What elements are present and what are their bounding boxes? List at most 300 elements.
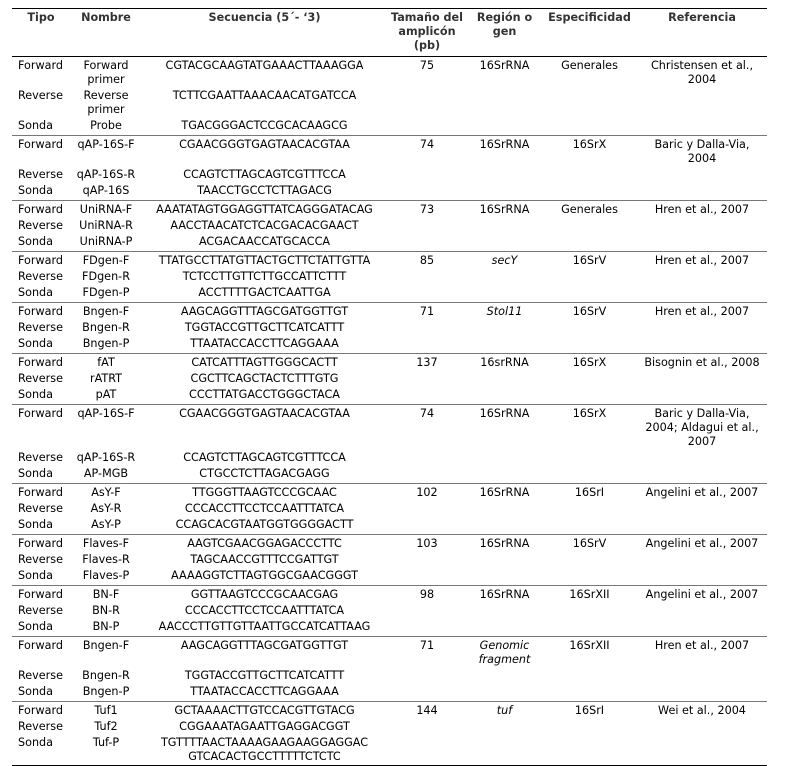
cell-nombre: fAT (97, 356, 115, 369)
table-row (12, 201, 767, 219)
primer-table-container (12, 8, 767, 766)
cell-referencia-empty (637, 269, 767, 285)
cell-tamano: 137 (416, 356, 438, 369)
cell-especificidad: 16SrX (572, 356, 607, 369)
cell-region-empty (467, 218, 542, 234)
cell-region-empty (467, 285, 542, 303)
cell-nombre: AsY-F (91, 486, 121, 499)
cell-secuencia: AACCCTTGTTGTTAATTGCCATCATTAAG (158, 620, 371, 633)
table-row (12, 405, 767, 451)
cell-referencia: Hren et al., 2007 (654, 305, 750, 318)
cell-tamano-empty (387, 552, 467, 568)
cell-tipo: Reverse (18, 720, 63, 733)
cell-tipo: Forward (18, 59, 63, 72)
cell-nombre: AP-MGB (83, 467, 129, 480)
cell-referencia-empty (637, 517, 767, 535)
cell-tamano-empty (387, 603, 467, 619)
cell-region: 16SrRNA (479, 203, 530, 216)
table-row (12, 303, 767, 321)
cell-secuencia: CCAGTCTTAGCAGTCGTTTCCA (183, 168, 346, 181)
cell-referencia-empty (637, 387, 767, 405)
cell-referencia: Bisognin et al., 2008 (644, 356, 760, 369)
table-row (12, 586, 767, 604)
cell-especificidad-empty (542, 603, 637, 619)
cell-nombre: Bngen-F (82, 639, 130, 652)
cell-especificidad-empty (542, 218, 637, 234)
cell-tipo: Forward (18, 138, 63, 151)
header-tamano: Tamaño del amplicón (pb) (391, 11, 463, 52)
cell-secuencia: TGGTACCGTTGCTTCATCATTT (184, 321, 345, 334)
cell-tipo: Sonda (18, 685, 53, 698)
cell-referencia: Angelini et al., 2007 (645, 588, 759, 601)
cell-nombre: qAP-16S (82, 184, 130, 197)
cell-nombre: Probe (90, 119, 122, 132)
cell-region-empty (467, 603, 542, 619)
cell-tipo: Reverse (18, 321, 63, 334)
cell-especificidad: 16SrX (572, 407, 607, 420)
cell-tamano: 85 (419, 254, 435, 267)
cell-tamano-empty (387, 684, 467, 702)
cell-nombre: FDgen-F (82, 254, 130, 267)
cell-tipo: Sonda (18, 620, 53, 633)
cell-secuencia: CCAGCACGTAATGGTGGGGACTT (175, 518, 354, 531)
cell-nombre: AsY-P (91, 518, 121, 531)
cell-referencia-empty (637, 466, 767, 484)
cell-referencia-empty (637, 336, 767, 354)
cell-region: secY (491, 254, 518, 267)
cell-secuencia: CCAGTCTTAGCAGTCGTTTCCA (183, 451, 346, 464)
cell-nombre: UniRNA-F (79, 203, 133, 216)
cell-tipo: Sonda (18, 518, 53, 531)
header-region: Región o gen (476, 11, 533, 38)
cell-nombre: Reverse primer (83, 89, 129, 116)
cell-especificidad-empty (542, 619, 637, 637)
cell-region: 16SrRNA (479, 537, 530, 550)
cell-referencia: Angelini et al., 2007 (645, 537, 759, 550)
cell-tamano-empty (387, 668, 467, 684)
cell-tamano: 102 (416, 486, 438, 499)
cell-especificidad: 16SrV (572, 305, 607, 318)
cell-tipo: Sonda (18, 119, 53, 132)
cell-especificidad-empty (542, 568, 637, 586)
cell-region-empty (467, 450, 542, 466)
cell-referencia-empty (637, 183, 767, 201)
cell-tamano-empty (387, 568, 467, 586)
cell-tipo: Forward (18, 639, 63, 652)
cell-nombre: Bngen-R (82, 669, 130, 682)
cell-referencia-empty (637, 568, 767, 586)
cell-tamano-empty (387, 501, 467, 517)
cell-tamano-empty (387, 234, 467, 252)
cell-especificidad: 16SrXII (569, 588, 610, 601)
cell-especificidad: 16SrI (574, 704, 605, 717)
cell-nombre: Flaves-R (82, 553, 130, 566)
cell-tipo: Sonda (18, 736, 53, 749)
cell-especificidad-empty (542, 517, 637, 535)
cell-tamano-empty (387, 218, 467, 234)
table-row (12, 535, 767, 553)
cell-region: 16SrRNA (479, 588, 530, 601)
cell-tipo: Reverse (18, 669, 63, 682)
cell-secuencia: CGCTTCAGCTACTCTTTGTG (190, 372, 339, 385)
cell-region-empty (467, 320, 542, 336)
table-header (12, 9, 767, 57)
cell-region: 16SrRNA (479, 407, 530, 420)
cell-especificidad-empty (542, 684, 637, 702)
table-row (12, 501, 767, 517)
cell-referencia-empty (637, 88, 767, 118)
cell-secuencia: CGAACGGGTGAGTAACACGTAA (179, 138, 350, 151)
cell-region-empty (467, 88, 542, 118)
cell-tamano-empty (387, 735, 467, 766)
cell-referencia-empty (637, 234, 767, 252)
cell-especificidad-empty (542, 118, 637, 136)
cell-region-empty (467, 466, 542, 484)
cell-especificidad-empty (542, 735, 637, 766)
cell-secuencia: AACCTAACATCTCACGACACGAACT (170, 219, 359, 232)
cell-nombre: qAP-16S-R (76, 451, 136, 464)
cell-tamano: 71 (419, 305, 435, 318)
cell-referencia: Angelini et al., 2007 (645, 486, 759, 499)
cell-tipo: Sonda (18, 467, 53, 480)
cell-tipo: Sonda (18, 235, 53, 248)
cell-tipo: Sonda (18, 337, 53, 350)
cell-nombre: FDgen-P (82, 286, 130, 299)
table-row (12, 167, 767, 183)
cell-secuencia: GGTTAAGTCCCGCAACGAG (190, 588, 339, 601)
table-row (12, 269, 767, 285)
cell-tipo: Reverse (18, 604, 63, 617)
cell-tipo: Reverse (18, 270, 63, 283)
cell-tipo: Forward (18, 704, 63, 717)
cell-referencia-empty (637, 684, 767, 702)
table-row (12, 637, 767, 669)
cell-region-empty (467, 167, 542, 183)
cell-tipo: Forward (18, 537, 63, 550)
cell-region-empty (467, 336, 542, 354)
table-row (12, 603, 767, 619)
cell-referencia-empty (637, 285, 767, 303)
cell-referencia-empty (637, 118, 767, 136)
cell-referencia-empty (637, 619, 767, 637)
cell-tamano-empty (387, 336, 467, 354)
cell-tamano-empty (387, 517, 467, 535)
cell-tamano: 74 (419, 138, 435, 151)
cell-nombre: Bngen-P (82, 337, 130, 350)
cell-referencia-empty (637, 501, 767, 517)
cell-nombre: qAP-16S-F (77, 138, 135, 151)
cell-nombre: Tuf1 (94, 704, 118, 717)
cell-referencia: Hren et al., 2007 (654, 254, 750, 267)
cell-tipo: Reverse (18, 89, 63, 102)
cell-secuencia: TCTTCGAATTAAACAACATGATCCA (172, 89, 357, 102)
cell-especificidad-empty (542, 552, 637, 568)
cell-region-empty (467, 668, 542, 684)
cell-especificidad-empty (542, 371, 637, 387)
header-especificidad: Especificidad (548, 11, 631, 24)
cell-tamano-empty (387, 719, 467, 735)
cell-tipo: Reverse (18, 451, 63, 464)
cell-referencia-empty (637, 552, 767, 568)
cell-nombre: Tuf2 (94, 720, 118, 733)
cell-especificidad: Generales (561, 59, 618, 72)
cell-nombre: BN-F (92, 588, 120, 601)
cell-tamano-empty (387, 269, 467, 285)
cell-especificidad: 16SrV (572, 254, 607, 267)
cell-especificidad-empty (542, 167, 637, 183)
cell-nombre: AsY-R (90, 502, 122, 515)
cell-tipo: Reverse (18, 502, 63, 515)
cell-secuencia: TAGCAACCGTTTCCGATTGT (190, 553, 339, 566)
cell-secuencia: TGGTACCGTTGCTTCATCATTT (184, 669, 345, 682)
table-row (12, 57, 767, 89)
cell-nombre: Flaves-F (82, 537, 130, 550)
cell-especificidad-empty (542, 336, 637, 354)
cell-tipo: Reverse (18, 553, 63, 566)
cell-especificidad: 16SrV (572, 537, 607, 550)
table-body (12, 57, 767, 766)
cell-secuencia: TCTCCTTGTTCTTGCCATTCTTT (182, 270, 347, 283)
cell-secuencia: CGTACGCAAGTATGAAACTTAAAGGA (165, 59, 364, 72)
cell-especificidad-empty (542, 668, 637, 684)
cell-especificidad-empty (542, 387, 637, 405)
cell-secuencia: ACGACAACCATGCACCA (198, 235, 331, 248)
table-row (12, 118, 767, 136)
cell-tipo: Reverse (18, 219, 63, 232)
cell-region-empty (467, 517, 542, 535)
cell-secuencia: TGACGGGACTCCGCACAAGCG (181, 119, 348, 132)
cell-region-empty (467, 387, 542, 405)
cell-referencia: Hren et al., 2007 (654, 203, 750, 216)
cell-referencia-empty (637, 167, 767, 183)
cell-tamano-empty (387, 619, 467, 637)
cell-referencia: Hren et al., 2007 (654, 639, 750, 652)
cell-referencia: Wei et al., 2004 (658, 704, 746, 717)
cell-tamano-empty (387, 285, 467, 303)
cell-referencia: Baric y Dalla-Via, 2004; Aldagui et al., 2007 (645, 407, 759, 448)
cell-tipo: Forward (18, 305, 63, 318)
table-row (12, 354, 767, 372)
cell-especificidad-empty (542, 320, 637, 336)
cell-secuencia: AAATATAGTGGAGGTTATCAGGGATACAG (156, 203, 373, 216)
cell-tipo: Sonda (18, 569, 53, 582)
cell-region-empty (467, 735, 542, 766)
cell-referencia: Baric y Dalla-Via, 2004 (654, 138, 750, 165)
cell-secuencia: TTATGCCTTATGTTACTGCTTCTATTGTTA (158, 254, 371, 267)
cell-nombre: rATRT (89, 372, 122, 385)
cell-especificidad-empty (542, 269, 637, 285)
table-row (12, 336, 767, 354)
cell-region: 16SrRNA (479, 59, 530, 72)
cell-secuencia: CTGCCTCTTAGACGAGG (199, 467, 330, 480)
cell-tamano-empty (387, 167, 467, 183)
cell-nombre: UniRNA-R (79, 219, 133, 232)
cell-especificidad: 16SrXII (569, 639, 610, 652)
cell-tipo: Forward (18, 203, 63, 216)
cell-region-empty (467, 719, 542, 735)
cell-region-empty (467, 568, 542, 586)
cell-tamano: 71 (419, 639, 435, 652)
cell-tamano-empty (387, 450, 467, 466)
cell-nombre: Forward primer (83, 59, 129, 86)
cell-nombre: qAP-16S-F (77, 407, 135, 420)
table-row (12, 668, 767, 684)
cell-nombre: Bngen-F (82, 305, 130, 318)
cell-secuencia: TTGGGTTAAGTCCCGCAAC (192, 486, 337, 499)
table-row (12, 136, 767, 168)
cell-nombre: qAP-16S-R (76, 168, 136, 181)
cell-referencia-empty (637, 450, 767, 466)
table-row (12, 88, 767, 118)
cell-tipo: Forward (18, 254, 63, 267)
cell-especificidad-empty (542, 501, 637, 517)
cell-referencia: Christensen et al., 2004 (650, 59, 754, 86)
cell-region-empty (467, 269, 542, 285)
cell-referencia-empty (637, 719, 767, 735)
table-row (12, 183, 767, 201)
cell-nombre: Flaves-P (82, 569, 130, 582)
cell-especificidad-empty (542, 285, 637, 303)
cell-secuencia: TTAATACCACCTTCAGGAAA (190, 685, 339, 698)
cell-nombre: Bngen-R (82, 321, 130, 334)
cell-tamano: 103 (416, 537, 438, 550)
cell-especificidad-empty (542, 719, 637, 735)
cell-region-empty (467, 234, 542, 252)
cell-especificidad: 16SrX (572, 138, 607, 151)
cell-especificidad: Generales (561, 203, 618, 216)
table-row (12, 466, 767, 484)
cell-secuencia: AAGTCGAACGGAGACCCTTC (187, 537, 342, 550)
cell-secuencia: CCCACCTTCCTCCAATTTATCA (184, 502, 345, 515)
cell-region-empty (467, 371, 542, 387)
cell-region: 16SrRNA (479, 486, 530, 499)
cell-tamano-empty (387, 371, 467, 387)
table-row (12, 552, 767, 568)
cell-region-empty (467, 552, 542, 568)
table-row (12, 285, 767, 303)
cell-referencia-empty (637, 735, 767, 766)
cell-especificidad-empty (542, 88, 637, 118)
cell-secuencia: CGGAAATAGAATTGAGGACGGT (179, 720, 350, 733)
cell-referencia-empty (637, 668, 767, 684)
cell-tamano-empty (387, 466, 467, 484)
cell-secuencia: GCTAAAACTTGTCCACGTTGTACG (174, 704, 355, 717)
cell-nombre: Bngen-P (82, 685, 130, 698)
table-row (12, 387, 767, 405)
cell-region: 16SrRNA (479, 138, 530, 151)
header-secuencia: Secuencia (5´- ‘3) (208, 11, 321, 24)
cell-secuencia: TGTTTTAACTAAAAGAAGAAGGAGGAC GTCACACTGCCTTTTTCTCTC (160, 736, 369, 763)
cell-secuencia: AAAAGGTCTTAGTGGCGAACGGGT (171, 569, 358, 582)
cell-region-empty (467, 619, 542, 637)
cell-tipo: Sonda (18, 388, 53, 401)
cell-tipo: Sonda (18, 184, 53, 197)
cell-tamano: 73 (419, 203, 435, 216)
cell-referencia-empty (637, 603, 767, 619)
header-nombre: Nombre (81, 11, 131, 24)
cell-tipo: Forward (18, 588, 63, 601)
header-tipo: Tipo (27, 11, 55, 24)
table-row (12, 568, 767, 586)
table-row (12, 371, 767, 387)
cell-secuencia: CGAACGGGTGAGTAACACGTAA (179, 407, 350, 420)
cell-tamano: 74 (419, 407, 435, 420)
cell-secuencia: AAGCAGGTTTAGCGATGGTTGT (180, 305, 349, 318)
cell-tipo: Forward (18, 486, 63, 499)
cell-region: Genomic fragment (478, 639, 531, 666)
cell-region: Stol11 (486, 305, 523, 318)
cell-region: 16srRNA (480, 356, 529, 369)
cell-especificidad: 16SrI (574, 486, 605, 499)
cell-region: tuf (496, 704, 513, 717)
cell-referencia-empty (637, 320, 767, 336)
header-referencia: Referencia (668, 11, 736, 24)
cell-secuencia: AAGCAGGTTTAGCGATGGTTGT (180, 639, 349, 652)
cell-nombre: Tuf-P (92, 736, 120, 749)
cell-tamano-empty (387, 88, 467, 118)
cell-nombre: pAT (95, 388, 117, 401)
cell-tipo: Forward (18, 356, 63, 369)
table-row (12, 684, 767, 702)
cell-tipo: Reverse (18, 168, 63, 181)
cell-nombre: FDgen-R (82, 270, 130, 283)
table-row (12, 619, 767, 637)
cell-nombre: BN-P (92, 620, 120, 633)
cell-especificidad-empty (542, 466, 637, 484)
cell-tamano-empty (387, 320, 467, 336)
cell-referencia-empty (637, 371, 767, 387)
cell-nombre: UniRNA-P (79, 235, 133, 248)
cell-tamano-empty (387, 183, 467, 201)
cell-tipo: Reverse (18, 372, 63, 385)
table-row (12, 252, 767, 270)
cell-tipo: Sonda (18, 286, 53, 299)
cell-tipo: Forward (18, 407, 63, 420)
cell-secuencia: TTAATACCACCTTCAGGAAA (190, 337, 339, 350)
cell-region-empty (467, 501, 542, 517)
cell-region-empty (467, 118, 542, 136)
cell-tamano: 98 (419, 588, 435, 601)
cell-secuencia: CCCACCTTCCTCCAATTTATCA (184, 604, 345, 617)
cell-secuencia: ACCTTTTGACTCAATTGA (198, 286, 331, 299)
cell-nombre: BN-R (92, 604, 120, 617)
table-row (12, 484, 767, 502)
cell-tamano-empty (387, 118, 467, 136)
cell-region-empty (467, 684, 542, 702)
table-row (12, 517, 767, 535)
cell-tamano-empty (387, 387, 467, 405)
cell-especificidad-empty (542, 183, 637, 201)
cell-especificidad-empty (542, 234, 637, 252)
cell-secuencia: CATCATTTAGTTGGGCACTT (191, 356, 338, 369)
cell-referencia-empty (637, 218, 767, 234)
table-row (12, 234, 767, 252)
cell-secuencia: CCCTTATGACCTGGGCTACA (189, 388, 340, 401)
cell-especificidad-empty (542, 450, 637, 466)
cell-tamano: 144 (416, 704, 438, 717)
table-row (12, 735, 767, 766)
table-row (12, 320, 767, 336)
header-row (12, 9, 767, 57)
primer-table (12, 8, 767, 766)
cell-region-empty (467, 183, 542, 201)
table-row (12, 719, 767, 735)
table-row (12, 450, 767, 466)
cell-tamano: 75 (419, 59, 435, 72)
cell-secuencia: TAACCTGCCTCTTAGACG (197, 184, 332, 197)
table-row (12, 702, 767, 720)
table-row (12, 218, 767, 234)
